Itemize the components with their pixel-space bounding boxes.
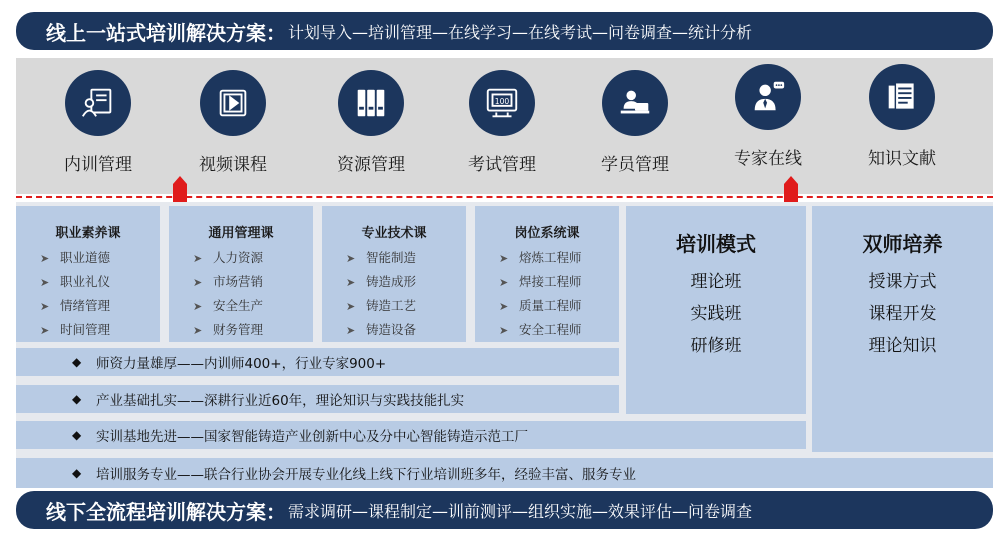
arrow-icon: ➤ <box>40 300 50 313</box>
module-video-course <box>178 70 288 175</box>
dual-teacher-list <box>812 266 993 362</box>
arrow-icon: ➤ <box>346 276 356 289</box>
online-solution-title: 线上一站式培训解决方案 <box>46 20 266 45</box>
section-divider <box>16 196 993 198</box>
trainee-board-icon <box>65 70 131 136</box>
arrow-icon: ➤ <box>346 300 356 313</box>
module-label: 专家在线 <box>734 149 802 169</box>
list-item: ➤ 安全生产 <box>193 294 263 318</box>
diamond-bullet-icon: ◆ <box>72 392 82 406</box>
module-exam-management <box>447 70 557 175</box>
training-mode-title: 培训模式 <box>676 232 756 256</box>
arrow-icon: ➤ <box>193 300 203 313</box>
list-item: 授课方式 <box>868 272 937 292</box>
category-list <box>193 246 263 342</box>
category-title: 通用管理课 <box>208 226 274 241</box>
list-item: ➤ 铸造工艺 <box>346 294 416 318</box>
module-label: 学员管理 <box>601 155 669 175</box>
module-icons-band <box>16 58 993 194</box>
list-item: 理论班 <box>690 272 742 292</box>
strength-row <box>16 385 619 413</box>
online-solution-steps: 计划导入—培训管理—在线学习—在线考试—问卷调查—统计分析 <box>288 22 753 42</box>
arrow-icon: ➤ <box>499 276 509 289</box>
module-expert-online <box>713 64 823 169</box>
list-item: ➤ 职业道德 <box>40 246 110 270</box>
list-item: ➤ 职业礼仪 <box>40 270 110 294</box>
arrow-icon: ➤ <box>193 324 203 337</box>
dual-teacher-card <box>812 206 993 452</box>
diamond-bullet-icon: ◆ <box>72 466 82 480</box>
training-mode-card <box>626 206 806 414</box>
module-label: 视频课程 <box>199 155 267 175</box>
list-item: ➤ 人力资源 <box>193 246 263 270</box>
module-knowledge-literature <box>847 64 957 169</box>
offline-solution-steps: 需求调研—课程制定—训前测评—组织实施—效果评估—问卷调查 <box>288 501 753 521</box>
category-title: 专业技术课 <box>361 226 427 241</box>
score-monitor-icon <box>469 70 535 136</box>
svg-text:100: 100 <box>494 96 510 106</box>
list-item: ➤ 情绪管理 <box>40 294 110 318</box>
category-card <box>475 206 619 342</box>
online-solution-colon: ： <box>266 20 286 45</box>
module-student-management <box>580 70 690 175</box>
arrow-icon: ➤ <box>346 252 356 265</box>
arrow-icon: ➤ <box>499 252 509 265</box>
documents-icon <box>869 64 935 130</box>
expert-chat-icon <box>735 64 801 130</box>
strength-row <box>16 458 993 488</box>
module-label: 资源管理 <box>337 155 405 175</box>
offline-solution-bar <box>16 491 993 529</box>
strength-text: 产业基础扎实——深耕行业近60年，理论知识与实践技能扎实 <box>96 393 465 409</box>
video-play-icon <box>200 70 266 136</box>
arrow-icon: ➤ <box>40 324 50 337</box>
strength-row <box>16 348 619 376</box>
list-item: 理论知识 <box>868 336 937 356</box>
arrow-icon: ➤ <box>40 276 50 289</box>
list-item: ➤ 质量工程师 <box>499 294 582 318</box>
training-mode-list <box>626 266 806 362</box>
category-title: 岗位系统课 <box>514 226 580 241</box>
module-label: 内训管理 <box>64 155 132 175</box>
online-solution-bar <box>16 12 993 50</box>
category-list <box>499 246 582 342</box>
list-item: ➤ 市场营销 <box>193 270 263 294</box>
arrow-icon: ➤ <box>346 324 356 337</box>
list-item: ➤ 铸造设备 <box>346 318 416 342</box>
category-card <box>169 206 313 342</box>
list-item: ➤ 焊接工程师 <box>499 270 582 294</box>
arrow-icon: ➤ <box>499 324 509 337</box>
diamond-bullet-icon: ◆ <box>72 355 82 369</box>
list-item: ➤ 安全工程师 <box>499 318 582 342</box>
module-label: 知识文献 <box>868 149 936 169</box>
list-item: ➤ 铸造成形 <box>346 270 416 294</box>
strength-text: 实训基地先进——国家智能铸造产业创新中心及分中心智能铸造示范工厂 <box>96 429 528 445</box>
strength-text: 培训服务专业——联合行业协会开展专业化线上线下行业培训班多年，经验丰富、服务专业 <box>96 467 636 483</box>
student-desk-icon <box>602 70 668 136</box>
module-label: 考试管理 <box>468 155 536 175</box>
list-item: 实践班 <box>690 304 742 324</box>
category-list <box>40 246 110 342</box>
dual-teacher-title: 双师培养 <box>862 232 943 256</box>
list-item: ➤ 财务管理 <box>193 318 263 342</box>
category-card <box>322 206 466 342</box>
list-item: 研修班 <box>690 336 742 356</box>
offline-solution-colon: ： <box>266 499 286 524</box>
module-resource-management <box>316 70 426 175</box>
list-item: ➤ 时间管理 <box>40 318 110 342</box>
offline-solution-title: 线下全流程培训解决方案 <box>46 499 266 524</box>
list-item: 课程开发 <box>868 304 937 324</box>
diamond-bullet-icon: ◆ <box>72 428 82 442</box>
strength-row <box>16 421 806 449</box>
binders-icon <box>338 70 404 136</box>
category-title: 职业素养课 <box>55 226 121 241</box>
category-list <box>346 246 416 342</box>
strength-text: 师资力量雄厚——内训师400+，行业专家900+ <box>96 356 387 372</box>
list-item: ➤ 熔炼工程师 <box>499 246 582 270</box>
arrow-icon: ➤ <box>40 252 50 265</box>
arrow-icon: ➤ <box>193 276 203 289</box>
arrow-icon: ➤ <box>499 300 509 313</box>
arrow-icon: ➤ <box>193 252 203 265</box>
category-card <box>16 206 160 342</box>
list-item: ➤ 智能制造 <box>346 246 416 270</box>
module-internal-training <box>43 70 153 175</box>
